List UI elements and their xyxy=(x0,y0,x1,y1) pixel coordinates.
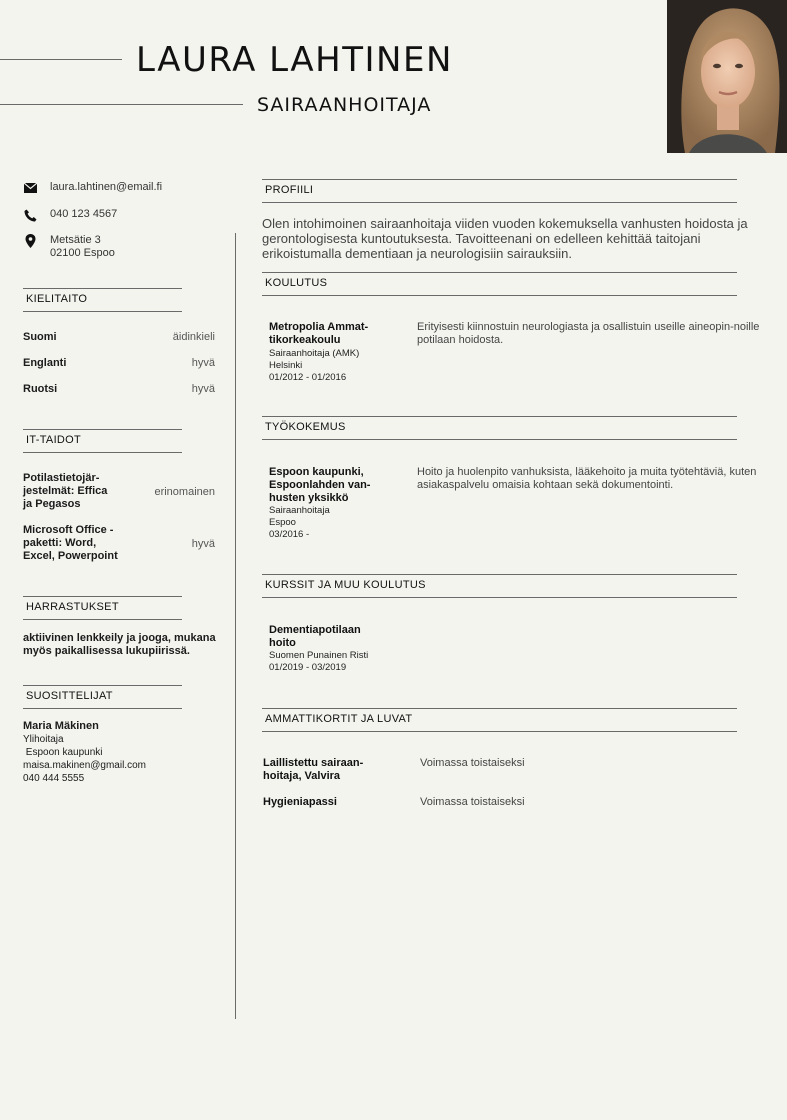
language-row: Ruotsi hyvä xyxy=(23,383,215,395)
reference-role: Ylihoitaja xyxy=(23,734,64,745)
experience-employer: Espoon kaupunki, Espoonlahden van-husten yksikkö xyxy=(269,466,371,504)
courses-heading: KURSSIT JA MUU KOULUTUS xyxy=(262,574,737,598)
reference-block xyxy=(23,720,223,785)
it-skill-row: Microsoft Office -paketti: Word, Excel, Powerpoint hyvä xyxy=(23,524,215,562)
certificates-heading: AMMATTIKORTIT JA LUVAT xyxy=(262,708,737,732)
reference-phone: 040 444 5555 xyxy=(23,773,85,784)
experience-description: Hoito ja huolenpito vanhuksista, lääkehoito ja muita työtehtäviä, kuten asiakaspalvelu omaisia kohtaan sekä dokumentointi. xyxy=(417,466,757,491)
certificate-status: Voimassa toistaiseksi xyxy=(420,796,525,808)
languages-heading: KIELITAITO xyxy=(23,288,182,312)
experience-details: Sairaanhoitaja Espoo 03/2016 - xyxy=(269,505,330,540)
job-title: SAIRAANHOITAJA xyxy=(257,94,432,116)
hobbies-text: aktiivinen lenkkeily ja jooga, mukana myös paikallisessa lukupiirissä. xyxy=(23,632,216,657)
education-description: Erityisesti kiinnostuin neurologiasta ja osallistuin useille aineopin-noille potilaan hoidosta. xyxy=(417,321,760,346)
header-rule-top xyxy=(0,59,122,60)
course-name: Dementiapotilaan hoito xyxy=(269,624,361,649)
language-row: Suomi äidinkieli xyxy=(23,331,215,343)
address-line2: 02100 Espoo xyxy=(50,247,115,259)
course-details: Suomen Punainen Risti 01/2019 - 03/2019 xyxy=(269,650,369,673)
it-skill-row: Potilastietojär-jestelmät: Effica ja Pegasos erinomainen xyxy=(23,472,215,510)
contact-address xyxy=(23,234,115,260)
email-text: laura.lahtinen@email.fi xyxy=(50,181,163,193)
contact-phone[interactable] xyxy=(23,208,117,222)
person-name: LAURA LAHTINEN xyxy=(136,40,453,80)
reference-org: Espoon kaupunki xyxy=(23,747,103,758)
education-details: Sairaanhoitaja (AMK) Helsinki 01/2012 - 01/2016 xyxy=(269,348,360,383)
certificate-name: Laillistettu sairaan-hoitaja, Valvira xyxy=(263,757,364,782)
education-heading: KOULUTUS xyxy=(262,272,737,296)
envelope-icon xyxy=(23,181,37,195)
phone-icon xyxy=(23,208,37,222)
column-divider xyxy=(235,233,236,1019)
experience-heading: TYÖKOKEMUS xyxy=(262,416,737,440)
certificate-status: Voimassa toistaiseksi xyxy=(420,757,525,769)
profile-heading: PROFIILI xyxy=(262,179,737,203)
contact-email[interactable] xyxy=(23,181,162,195)
language-row: Englanti hyvä xyxy=(23,357,215,369)
education-school: Metropolia Ammat-tikorkeakoulu xyxy=(269,321,369,346)
it-skills-heading: IT-TAIDOT xyxy=(23,429,182,453)
location-pin-icon xyxy=(23,234,37,248)
profile-photo xyxy=(667,0,787,153)
header-rule-bottom xyxy=(0,104,243,105)
profile-text: Olen intohimoinen sairaanhoitaja viiden vuoden kokemuksella vanhusten hoidosta ja gerontologisesta kuntoutuksesta. Tavoitteenani on edelleen kehittää taitojani erikoistumalla dementiaan ja neurologisiin sairauksiin. xyxy=(262,216,748,261)
address-line1: Metsätie 3 xyxy=(50,234,101,246)
certificate-name: Hygieniapassi xyxy=(263,796,337,808)
phone-text: 040 123 4567 xyxy=(50,208,118,220)
reference-name: Maria Mäkinen xyxy=(23,720,99,732)
reference-email[interactable]: maisa.makinen@gmail.com xyxy=(23,760,146,771)
hobbies-heading: HARRASTUKSET xyxy=(23,596,182,620)
references-heading: SUOSITTELIJAT xyxy=(23,685,182,709)
